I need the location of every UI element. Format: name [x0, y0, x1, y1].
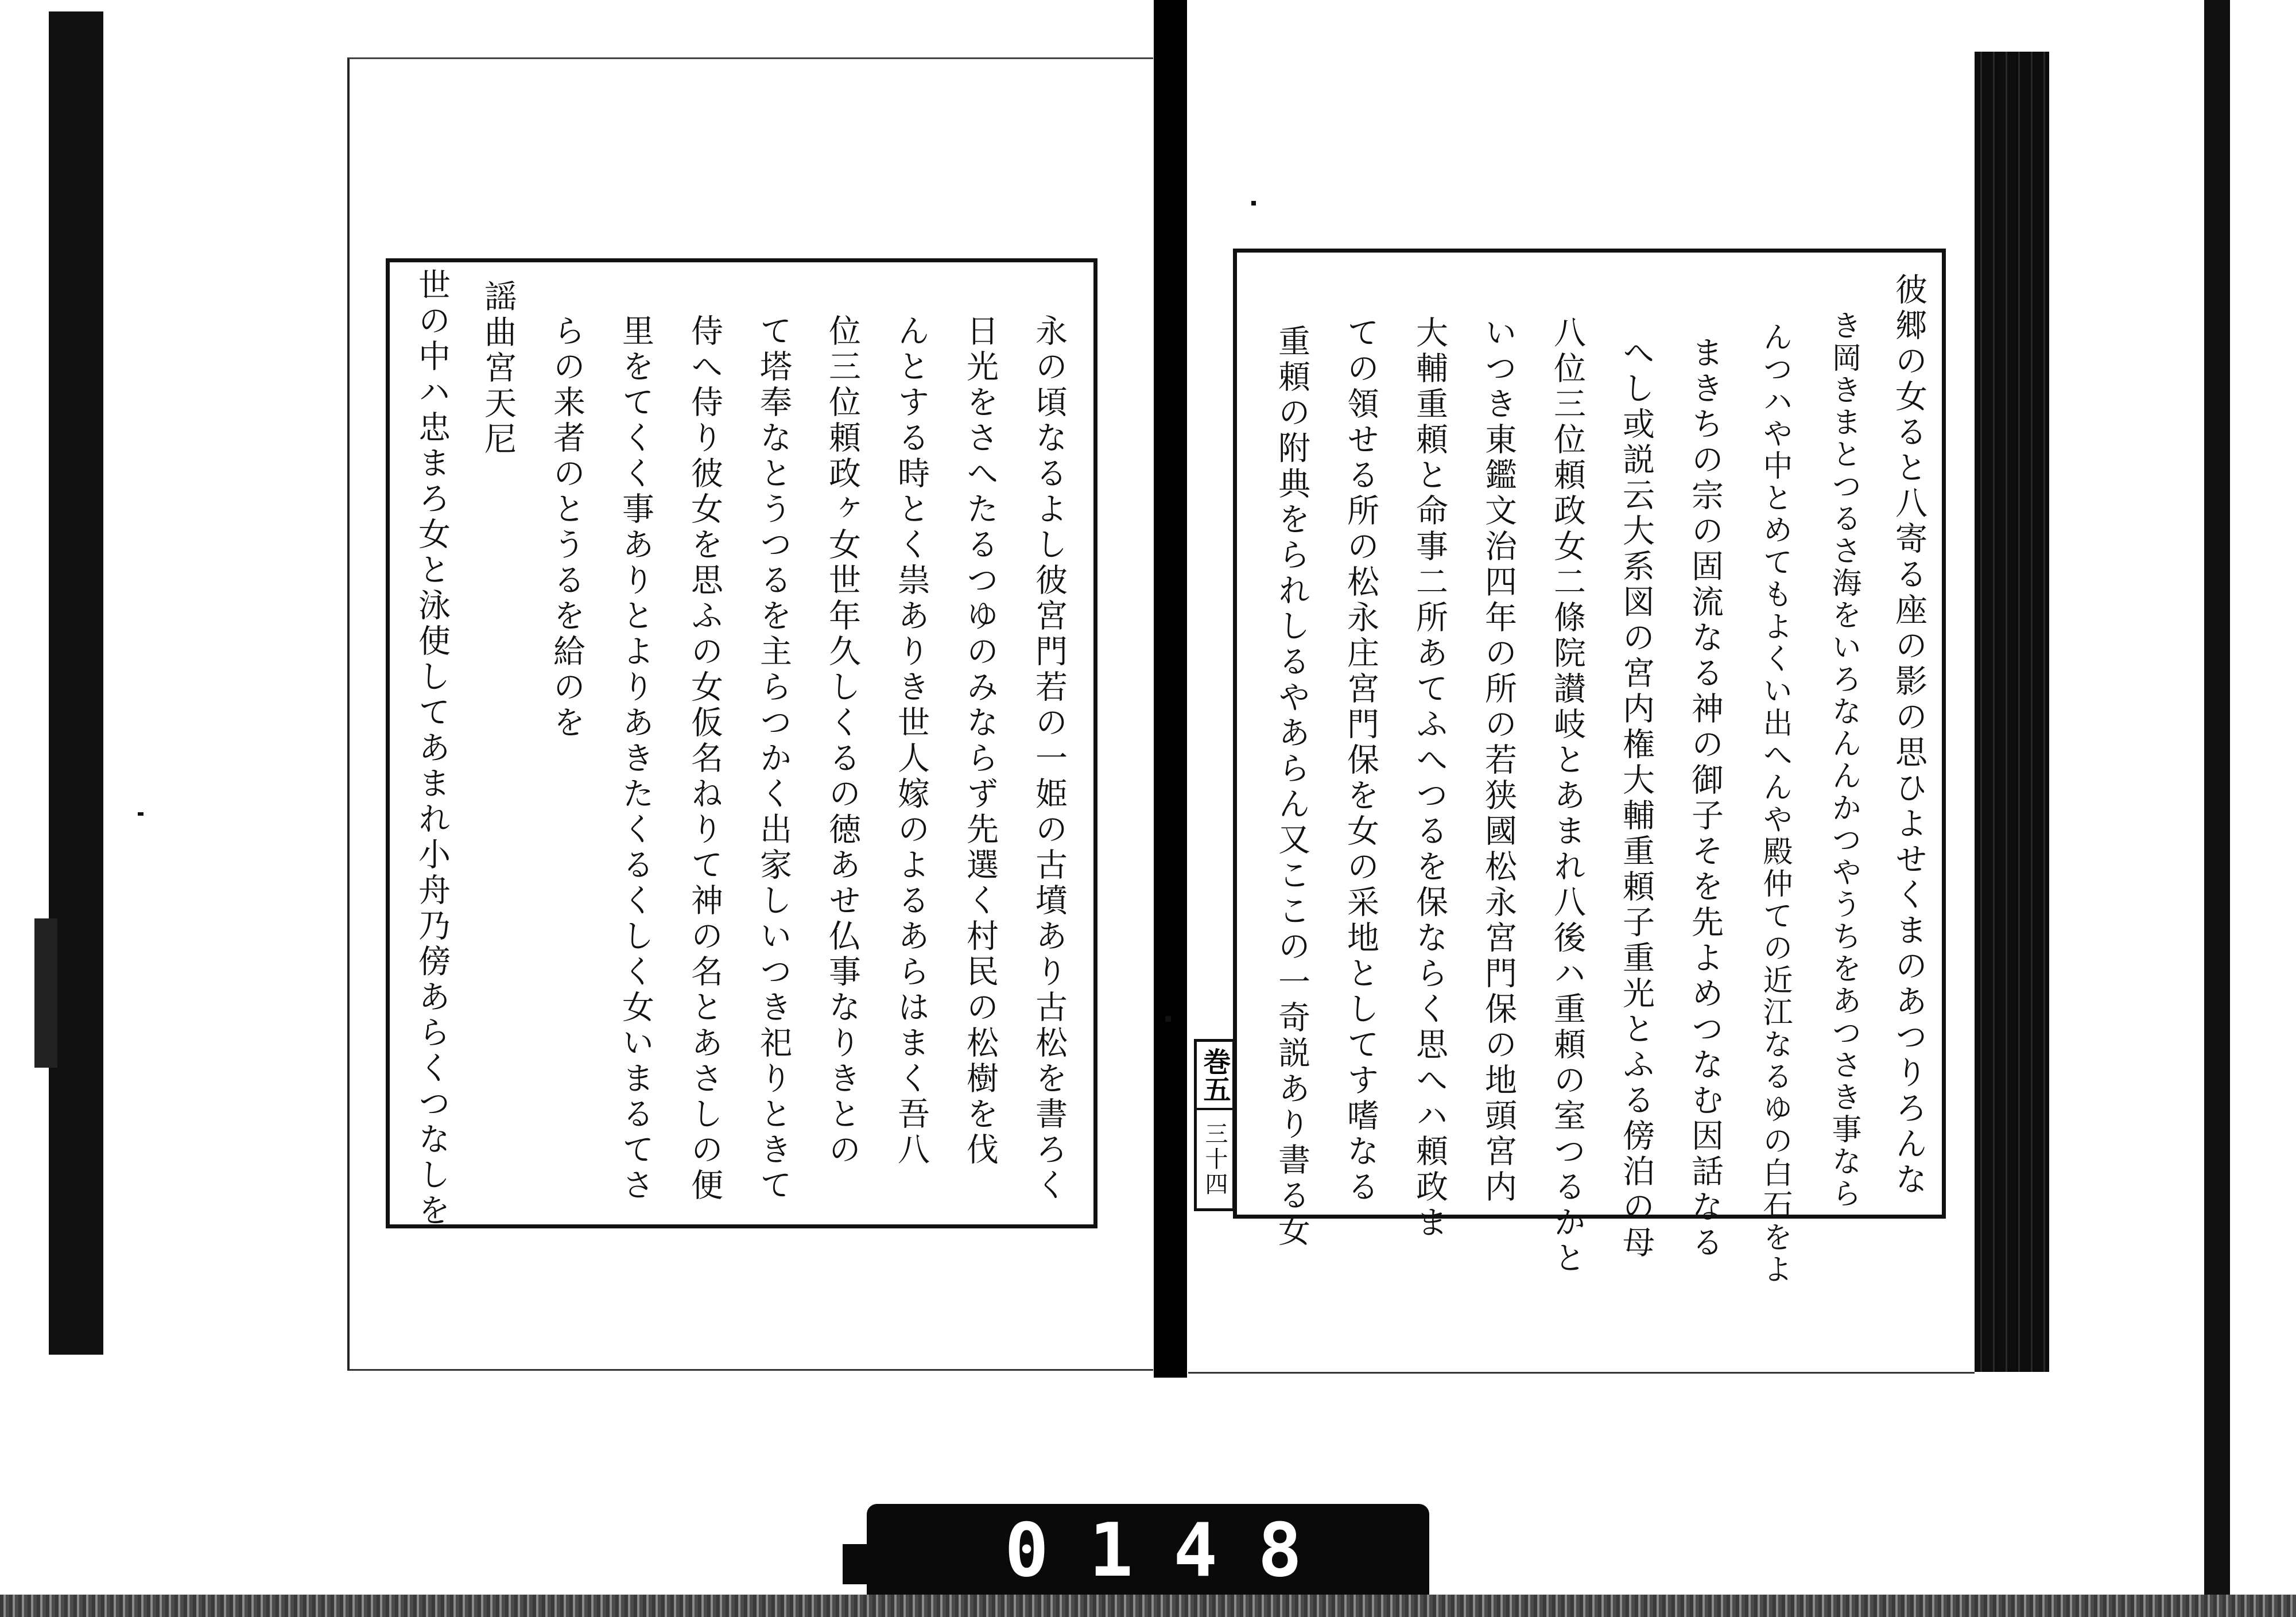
left-text-frame	[386, 258, 1097, 1228]
page-number-label: 三十四	[1201, 1122, 1228, 1197]
left-column-5: て塔奉なとうつるを主らつかく出家しいつき祀りときて	[755, 314, 792, 1204]
right-book-edge	[2204, 0, 2230, 1617]
left-column-heading: 謡曲宮天尼	[479, 280, 517, 457]
left-edge-tab	[34, 918, 57, 1068]
right-column-9: ての領せる所の松永庄宮門保を女の采地としてす嗜なる	[1342, 316, 1379, 1205]
frame-number: 0148	[1004, 1508, 1343, 1593]
scan-speck	[1251, 201, 1256, 205]
left-column-7: 里をてくく事ありとよりあきたくるくしく女いまるてさ	[617, 314, 654, 1204]
right-page-stack-edge	[1975, 52, 2049, 1372]
chapter-page-label	[1194, 1039, 1235, 1211]
left-column-3: んとする時とく祟ありき世人嫁のよるあらはまく吾八	[893, 314, 930, 1168]
right-column-10: 重頼の附典をられしるやあらん又ここの一奇説あり書る女	[1273, 324, 1310, 1250]
book-gutter	[1154, 0, 1187, 1378]
scan-speck	[138, 812, 144, 816]
left-column-1: 永の頃なるよし彼宮門若の一姫の古墳あり古松を書ろく	[1030, 314, 1068, 1204]
left-column-8: らの来者のとうるを給のを	[548, 314, 585, 741]
left-column-4: 位三位頼政ヶ女世年久しくるの徳あせ仏事なりきとの	[824, 314, 861, 1168]
volume-label: 巻五	[1197, 1042, 1232, 1110]
right-column-4: まきちの宗の固流なる神の御子そを先よめつなむ因話なる	[1686, 336, 1724, 1261]
right-text-frame	[1233, 249, 1946, 1286]
right-column-6: 八位三位頼政女二條院讃岐とあまれ八後ハ重頼の室つるかと	[1549, 316, 1586, 1277]
left-column-6: 侍へ侍り彼女を思ふの女仮名ねりて神の名とあさしの便	[686, 314, 723, 1204]
left-book-edge	[49, 11, 103, 1355]
left-column-10: 世の中ハ忠まろ女と泳使してあまれ小舟乃傍あらくつなしを	[413, 268, 451, 1229]
right-column-2: き岡きまとつるさ海をいろなんんかつやうちをあつさき事なら	[1826, 310, 1861, 1210]
right-column-8: 大輔重頼と命事二所あてふへつるを保ならく思へハ頼政ま	[1411, 316, 1448, 1241]
right-column-1: 彼郷の女ると八寄る座の影の思ひよせくまのあつりろんな	[1890, 273, 1927, 1198]
film-bottom-strip	[0, 1595, 2296, 1617]
left-column-2: 日光をさへたるつゆのみならず先選く村民の松樹を伐	[961, 314, 999, 1168]
right-column-5: へし或説云大系図の宮内権大輔重頼子重光とふる傍泊の母	[1618, 336, 1655, 1261]
right-column-3: んつハや中とめてもよくい出へんや殿仲ての近江なるゆの白石をよ	[1758, 321, 1792, 1286]
scan-speck	[1165, 1016, 1171, 1022]
right-column-7: いつき東鑑文治四年の所の若狭國松永宮門保の地頭宮内	[1480, 316, 1517, 1205]
